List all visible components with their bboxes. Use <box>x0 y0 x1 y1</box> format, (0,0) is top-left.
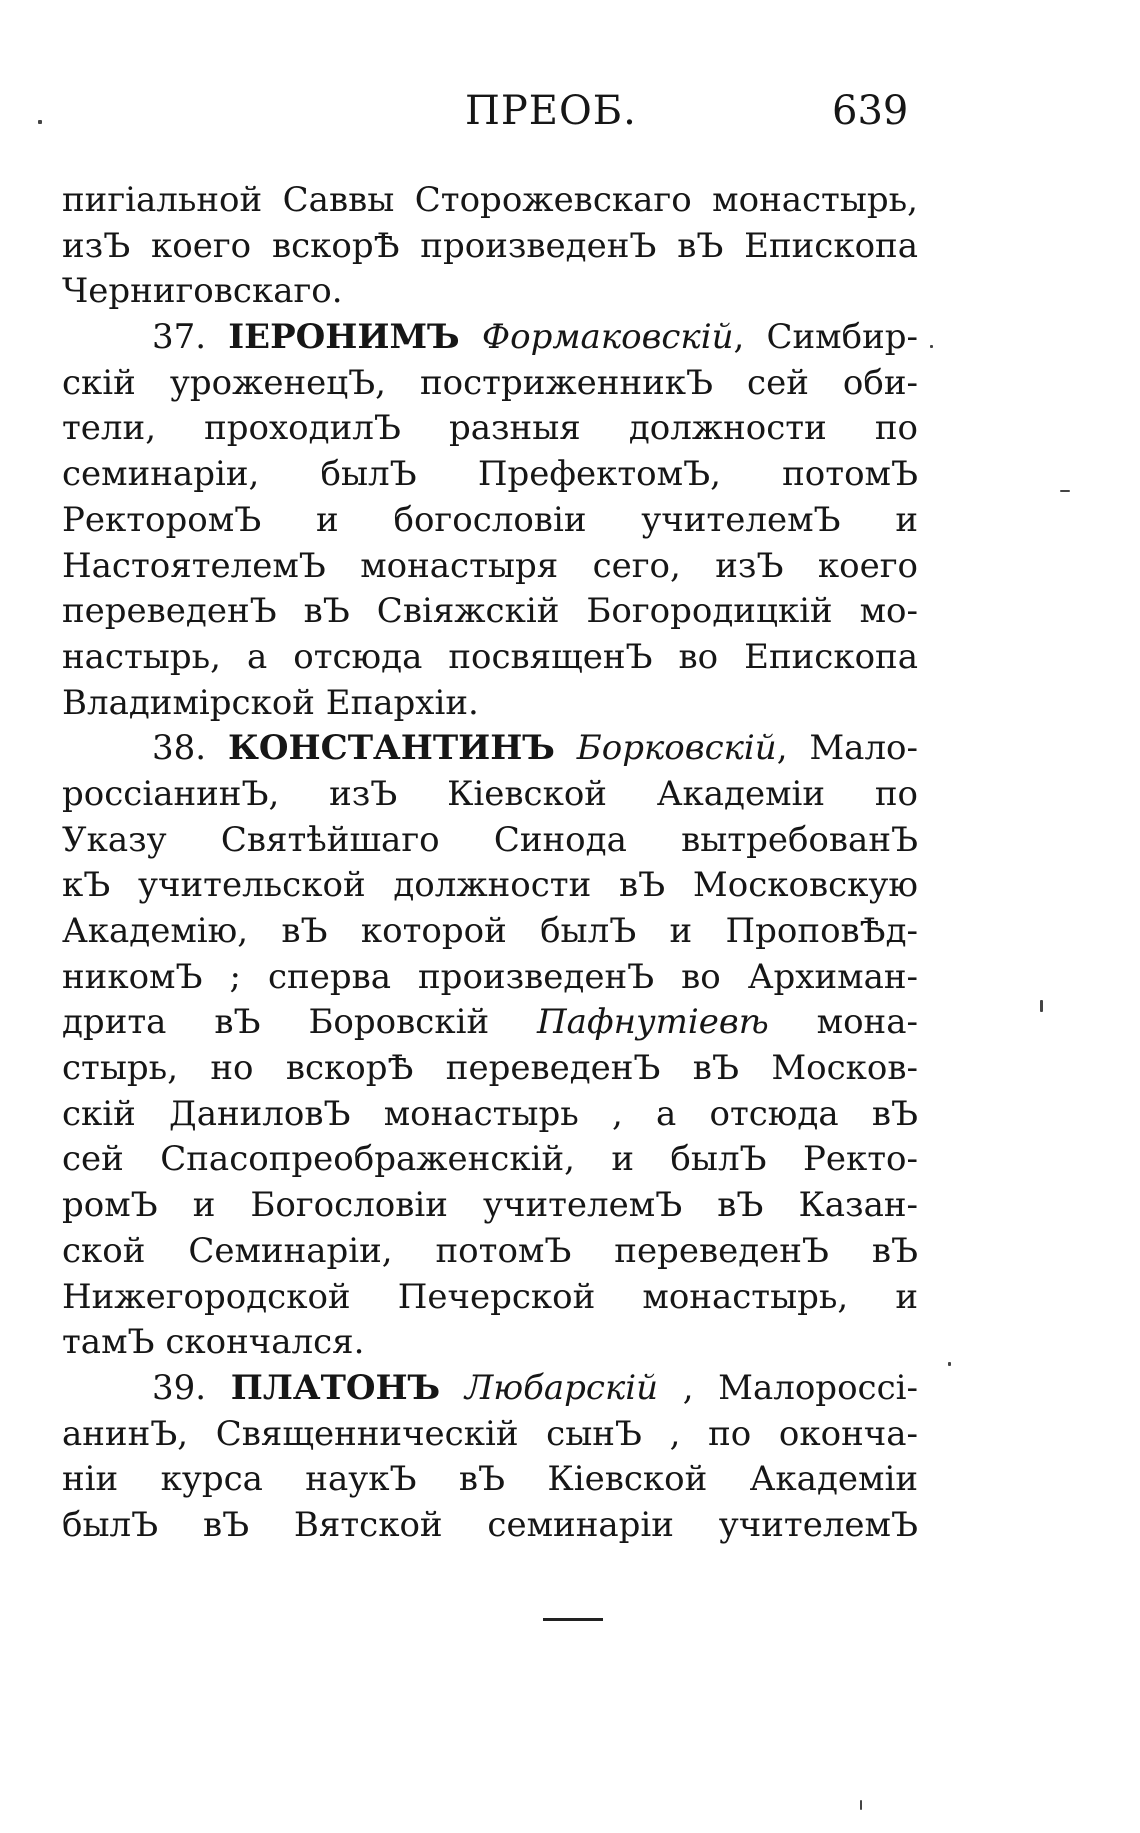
text-line: Черниговскаго. <box>62 271 343 312</box>
text-line: кЪ учительской должности вЪ Московскую <box>62 865 918 906</box>
text-line: сей Спасопреображенскій, и былЪ Ректо- <box>62 1139 918 1180</box>
entry-rest: , Симбир- <box>733 317 919 358</box>
text-line: никомЪ ; сперва произведенЪ во Архиман- <box>62 956 918 997</box>
text-line: переведенЪ вЪ Свіяжскій Богородицкій мо- <box>62 591 918 632</box>
entry-rest: , Малороссі- <box>658 1367 918 1408</box>
text-line: стырь, но вскорѢ переведенЪ вЪ Москов- <box>62 1048 918 1089</box>
text-line: ніи курса наукЪ вЪ Кіевской Академіи <box>62 1459 918 1500</box>
text-line: тели, проходилЪ разныя должности по <box>62 408 918 449</box>
text-line: Указу Святѣйшаго Синода вытребованЪ <box>62 819 918 860</box>
text-line: РекторомЪ и богословіи учителемЪ и <box>62 499 918 540</box>
scan-speck <box>38 120 42 124</box>
text-line: россіанинЪ, изЪ Кіевской Академіи по <box>62 773 918 814</box>
entry-name: ІЕРОНИМЪ <box>228 317 460 358</box>
scan-speck <box>860 1800 862 1810</box>
scan-speck <box>1040 1000 1043 1012</box>
text-line: НастоятелемЪ монастыря сего, изЪ коего <box>62 545 918 586</box>
text-line <box>62 726 918 772</box>
text-line <box>62 1000 918 1046</box>
italic-name: Пафнутіевѣ <box>537 1002 769 1043</box>
scan-speck <box>930 345 933 348</box>
text-line: скій уроженецЪ, постриженникЪ сей оби- <box>62 362 918 403</box>
entry-surname: Любарскій <box>464 1367 659 1408</box>
scan-speck <box>948 1362 951 1366</box>
text-line <box>62 315 918 361</box>
text-line <box>62 1366 918 1412</box>
entry-name: КОНСТАНТИНЪ <box>227 728 555 769</box>
text-line: Владимірской Епархіи. <box>62 682 479 723</box>
entry-number: 38. <box>152 728 207 769</box>
entry-rest: , Мало- <box>776 728 919 769</box>
text-line: былЪ вЪ Вятской семинаріи учителемЪ <box>62 1504 918 1545</box>
text-line: ромЪ и Богословіи учителемЪ вЪ Казан- <box>62 1185 918 1226</box>
text-line: Нижегородской Печерской монастырь, и <box>62 1276 918 1317</box>
footer-rule <box>543 1618 603 1621</box>
entry-number: 37. <box>152 317 207 358</box>
text-fragment: мона- <box>768 1002 918 1043</box>
page-number: 639 <box>832 88 909 134</box>
body-text <box>62 178 918 1549</box>
entry-number: 39. <box>152 1367 207 1408</box>
text-line: анинЪ, Священническій сынЪ , по оконча- <box>62 1413 918 1454</box>
text-fragment: дрита вЪ Боровскій <box>62 1002 538 1043</box>
entry-name: ПЛАТОНЪ <box>230 1367 441 1408</box>
text-line: Академію, вЪ которой былЪ и ПроповѢд- <box>62 911 918 951</box>
entry-surname: Борковскій <box>576 728 777 769</box>
text-line: тамЪ скончался. <box>62 1322 365 1363</box>
text-line: семинаріи, былЪ ПрефектомЪ, потомЪ <box>62 454 918 495</box>
running-head: ПРЕОБ. <box>465 88 637 134</box>
text-line: изЪ коего вскорѢ произведенЪ вЪ Епископа <box>62 225 918 266</box>
page-header <box>60 88 1140 148</box>
text-line: настырь, а отсюда посвященЪ во Епископа <box>62 636 918 677</box>
entry-surname: Формаковскій <box>481 317 734 358</box>
text-line: пигіальной Саввы Сторожевскаго монастырь, <box>62 180 918 220</box>
scan-speck <box>1060 490 1070 492</box>
text-line: скій ДаниловЪ монастырь , а отсюда вЪ <box>62 1093 918 1134</box>
text-line: ской Семинаріи, потомЪ переведенЪ вЪ <box>62 1230 918 1271</box>
